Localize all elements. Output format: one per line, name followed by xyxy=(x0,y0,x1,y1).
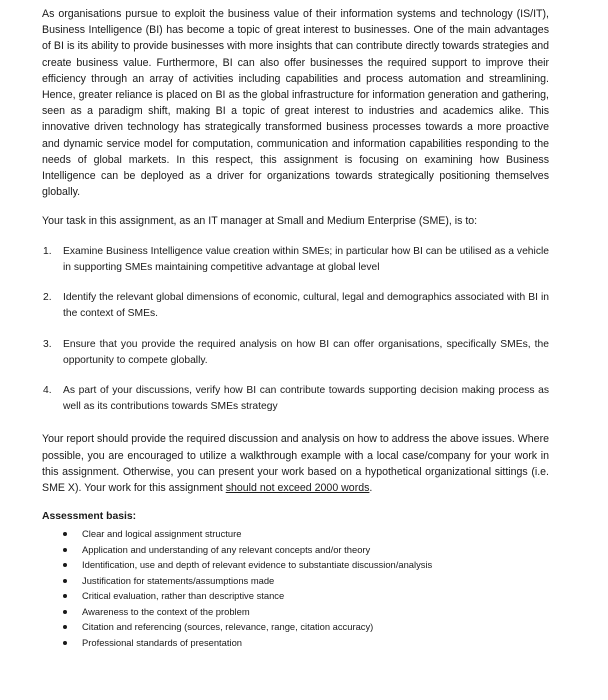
task-item xyxy=(42,244,549,276)
report-end: . xyxy=(369,482,373,495)
task-text: Ensure that you provide the required analysis on how BI can offer organisations, specifically SMEs, the opportunity to compete globally. xyxy=(63,339,549,367)
assessment-item: Awareness to the context of the problem xyxy=(42,604,549,620)
task-item xyxy=(42,337,549,369)
task-number: 3. xyxy=(43,339,52,351)
task-list xyxy=(42,244,549,415)
task-text: Examine Business Intelligence value creation within SMEs; in particular how BI can be utilised as a vehicle in supporting SMEs maintaining competitive advantage at global level xyxy=(63,246,549,274)
task-item xyxy=(42,290,549,322)
task-number: 1. xyxy=(43,246,52,258)
task-intro: Your task in this assignment, as an IT manager at Small and Medium Enterprise (SME), is to: xyxy=(42,215,478,228)
task-text: As part of your discussions, verify how BI can contribute towards supporting decision making process as well as its contributions towards SMEs strategy xyxy=(63,385,549,413)
assessment-list xyxy=(42,526,549,650)
assessment-item: Application and understanding of any relevant concepts and/or theory xyxy=(42,542,549,558)
intro-paragraph: As organisations pursue to exploit the business value of their information systems and technology (IS/IT), Business Intelligence (BI) has become a topic of great interest to businesses. One of the main advantages of BI is its ability to provide businesses with more insights that can contribute directly towards strategies and create business value. Furthermore, BI can also offer businesses the required support to improve their efficiency through an array of activities including capabilities and process automation and streamlining. Hence, greater reliance is placed on BI as the global infrastructure for information generation and gathering, seen as a paradigm shift, making BI a topic of great interest to industries and academics alike. This innovative driven technology has strategically transformed business processes towards a more proactive and dynamic service model for computation, communication and information capabilities responding to the needs of global markets. In this respect, this assignment is focusing on examining how Business Intelligence can be deployed as a driver for organizations towards strategically positioning themselves globally. xyxy=(42,8,549,199)
task-number: 2. xyxy=(43,292,52,304)
report-paragraph xyxy=(42,431,549,496)
assessment-item: Identification, use and depth of relevant evidence to substantiate discussion/analysis xyxy=(42,557,549,573)
task-item xyxy=(42,383,549,415)
task-number: 4. xyxy=(43,385,52,397)
assessment-item: Citation and referencing (sources, relevance, range, citation accuracy) xyxy=(42,619,549,635)
assignment-document xyxy=(42,6,549,650)
assessment-item: Critical evaluation, rather than descriptive stance xyxy=(42,588,549,604)
task-text: Identify the relevant global dimensions of economic, cultural, legal and demographics associated with BI in the context of SMEs. xyxy=(63,292,549,320)
word-limit: should not exceed 2000 words xyxy=(225,482,370,495)
assessment-item: Justification for statements/assumptions made xyxy=(42,573,549,589)
assessment-heading: Assessment basis: xyxy=(42,511,137,523)
assessment-item: Professional standards of presentation xyxy=(42,635,549,651)
report-text: Your report should provide the required discussion and analysis on how to address the above issues. Where possible, you are encouraged to utilize a walkthrough example with a local case/company for your work in this assignment. Otherwise, you can present your work based on a hypothetical organizational sittings (i.e. SME X). Your work for this assignment xyxy=(42,433,549,495)
assessment-item: Clear and logical assignment structure xyxy=(42,526,549,542)
